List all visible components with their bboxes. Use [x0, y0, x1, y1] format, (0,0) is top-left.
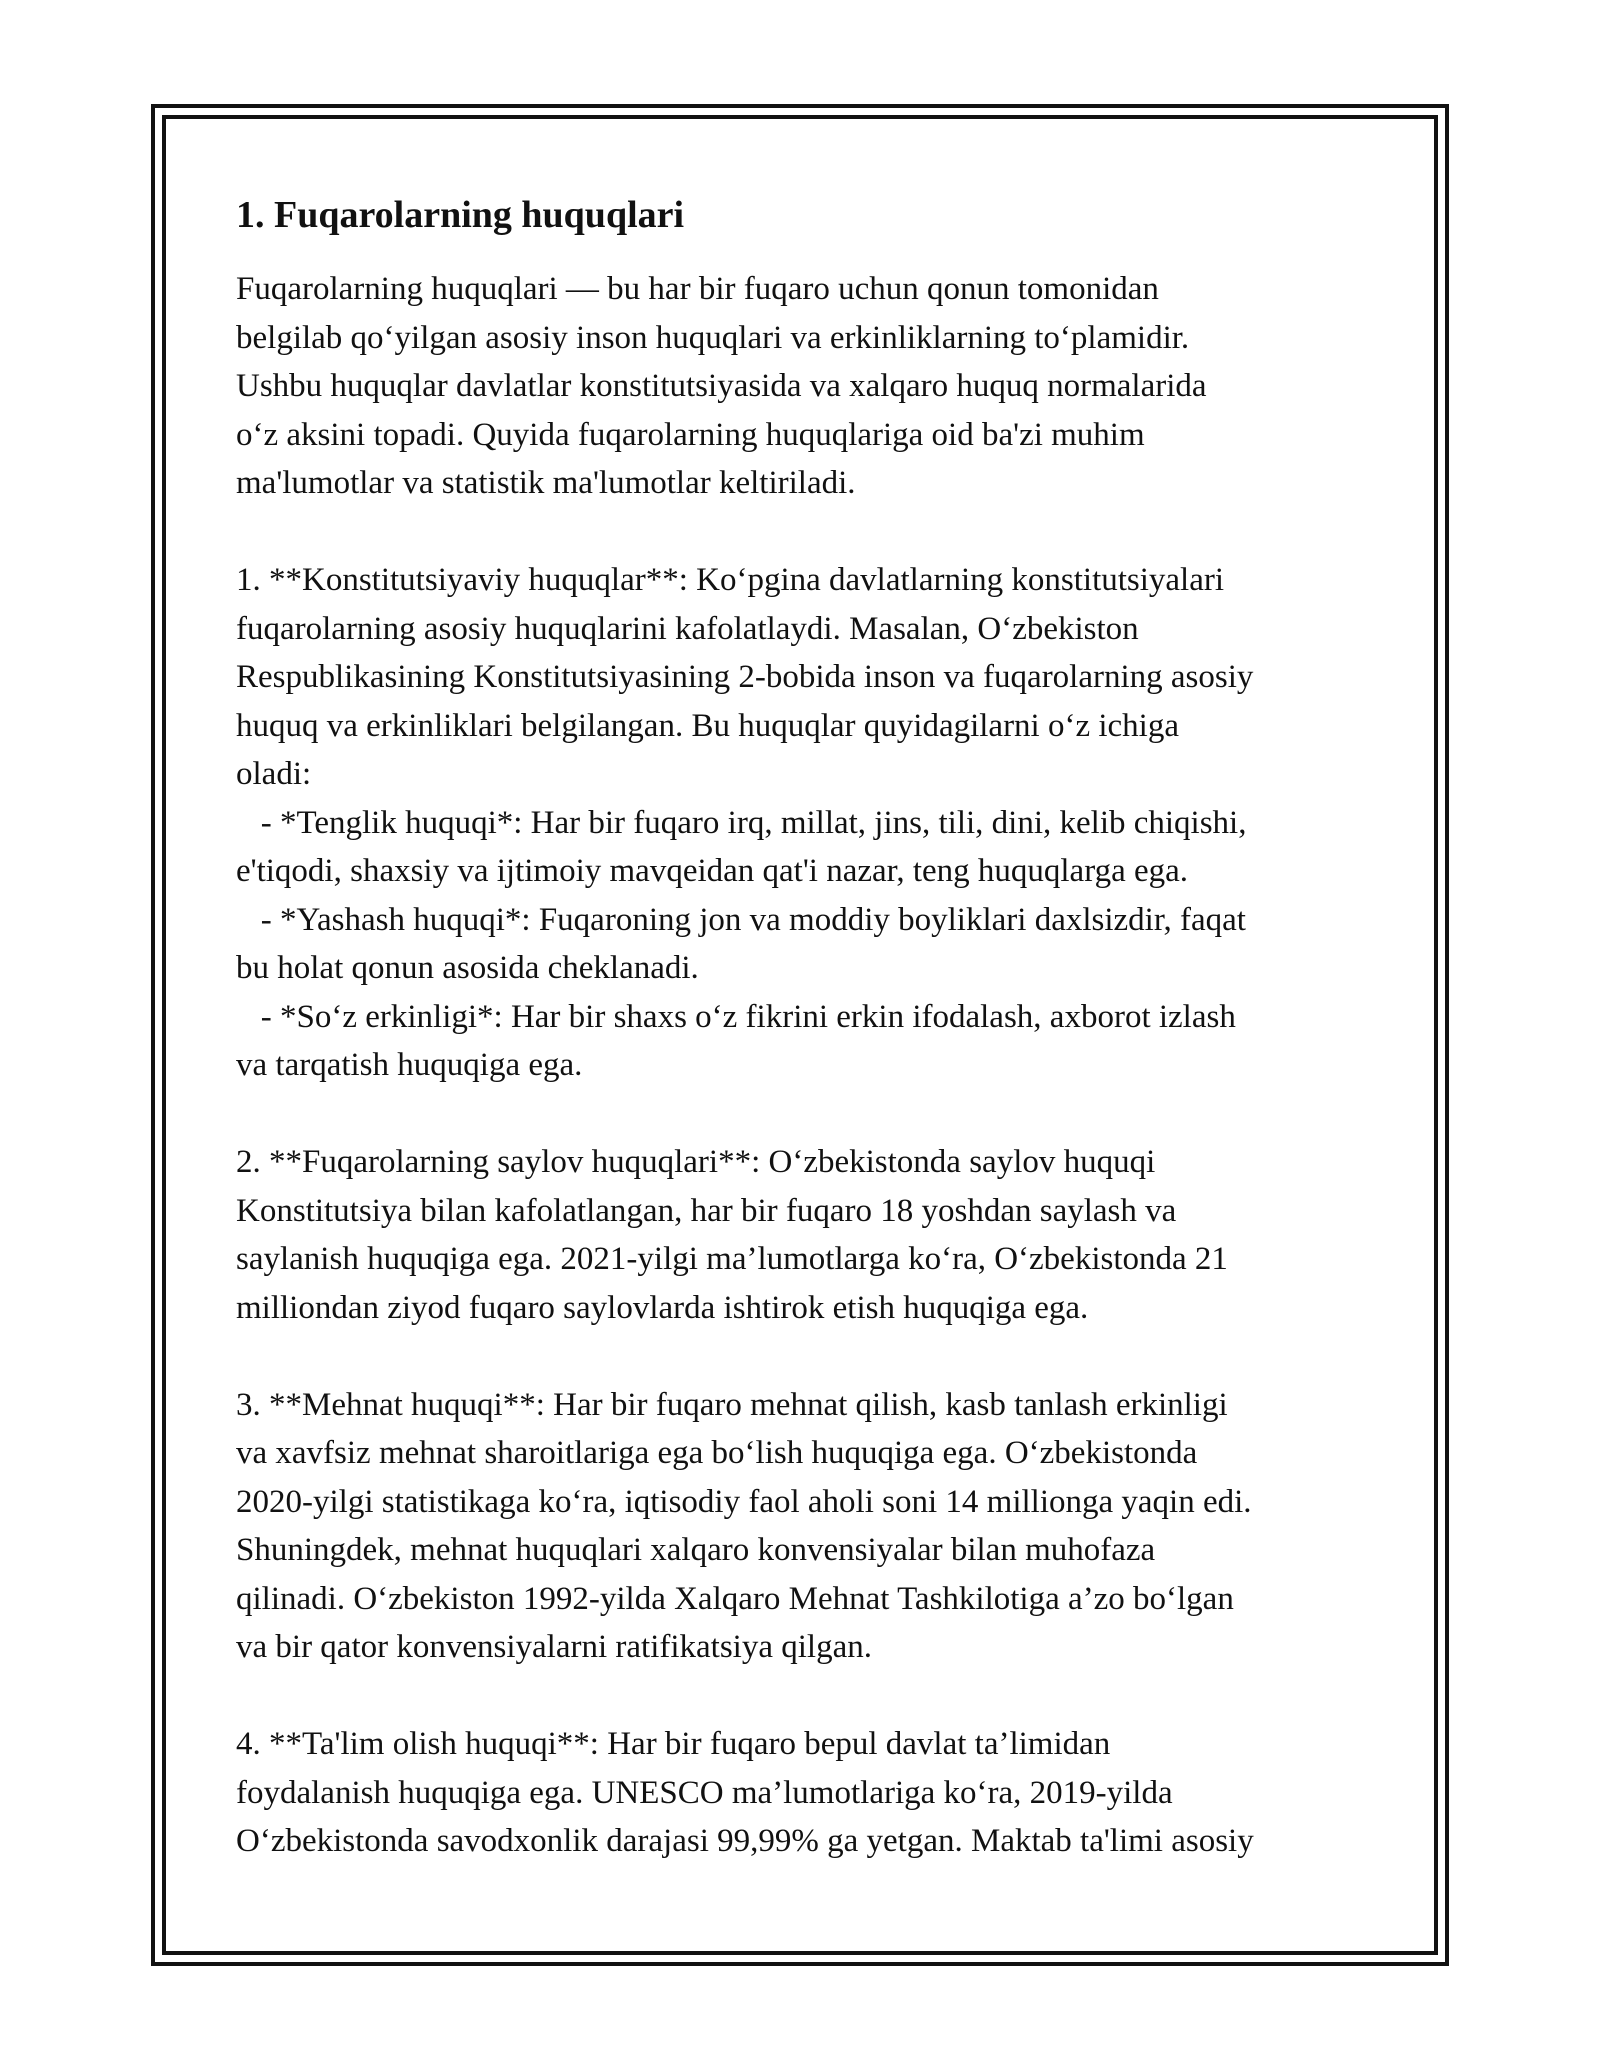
- text-line: - *So‘z erkinligi*: Har bir shaxs o‘z fikrini erkin ifodalash, axborot izlash: [236, 998, 1236, 1035]
- text-line: va bir qator konvensiyalarni ratifikatsiya qilgan.: [236, 1629, 872, 1665]
- text-line: milliondan ziyod fuqaro saylovlarda ishtirok etish huquqiga ega.: [236, 1289, 1089, 1326]
- document-body: [236, 185, 1376, 1866]
- paragraph-lines: [236, 265, 1376, 1866]
- text-line: - *Yashash huquqi*: Fuqaroning jon va moddiy boyliklari daxlsizdir, faqat: [236, 901, 1246, 938]
- text-line: o‘z aksini topadi. Quyida fuqarolarning huquqlariga oid ba'zi muhim: [236, 416, 1145, 453]
- text-line: bu holat qonun asosida cheklanadi.: [236, 950, 699, 986]
- text-line: Ushbu huquqlar davlatlar konstitutsiyasida va xalqaro huquq normalarida: [236, 368, 1207, 404]
- text-line: huquq va erkinliklari belgilangan. Bu huquqlar quyidagilarni o‘z ichiga: [236, 707, 1179, 744]
- text-line: oladi:: [236, 756, 312, 792]
- text-line: - *Tenglik huquqi*: Har bir fuqaro irq, millat, jins, tili, dini, kelib chiqishi,: [236, 804, 1247, 841]
- text-line: 4. **Ta'lim olish huquqi**: Har bir fuqaro bepul davlat ta’limidan: [236, 1726, 1111, 1762]
- paragraph-gap: [236, 508, 1376, 557]
- text-line: foydalanish huquqiga ega. UNESCO ma’lumotlariga ko‘ra, 2019-yilda: [236, 1774, 1173, 1811]
- text-line: 2020-yilgi statistikaga ko‘ra, iqtisodiy faol aholi soni 14 millionga yaqin edi.: [236, 1483, 1252, 1520]
- text-line: O‘zbekistonda savodxonlik darajasi 99,99% ga yetgan. Maktab ta'limi asosiy: [236, 1823, 1254, 1859]
- paragraph-gap: [236, 1332, 1376, 1381]
- text-line: qilinadi. O‘zbekiston 1992-yilda Xalqaro Mehnat Tashkilotiga a’zo bo‘lgan: [236, 1580, 1234, 1617]
- text-line: ma'lumotlar va statistik ma'lumotlar keltiriladi.: [236, 465, 856, 501]
- paragraph-gap: [236, 1672, 1376, 1721]
- text-line: Respublikasining Konstitutsiyasining 2-bobida inson va fuqarolarning asosiy: [236, 659, 1254, 695]
- text-line: fuqarolarning asosiy huquqlarini kafolatlaydi. Masalan, O‘zbekiston: [236, 610, 1139, 647]
- text-line: e'tiqodi, shaxsiy va ijtimoiy mavqeidan qat'i nazar, teng huquqlarga ega.: [236, 853, 1189, 889]
- text-line: 1. **Konstitutsiyaviy huquqlar**: Ko‘pgina davlatlarning konstitutsiyalari: [236, 562, 1225, 598]
- text-line: belgilab qo‘yilgan asosiy inson huquqlari va erkinliklarning to‘plamidir.: [236, 319, 1190, 356]
- text-line: va tarqatish huquqiga ega.: [236, 1047, 583, 1083]
- text-line: 2. **Fuqarolarning saylov huquqlari**: O‘zbekistonda saylov huquqi: [236, 1144, 1156, 1180]
- text-line: saylanish huquqiga ega. 2021-yilgi ma’lumotlarga ko‘ra, O‘zbekistonda 21: [236, 1241, 1228, 1277]
- text-line: Fuqarolarning huquqlari — bu har bir fuqaro uchun qonun tomonidan: [236, 271, 1159, 307]
- paragraph-gap: [236, 1090, 1376, 1139]
- text-line: Konstitutsiya bilan kafolatlangan, har bir fuqaro 18 yoshdan saylash va: [236, 1192, 1177, 1229]
- text-line: Shuningdek, mehnat huquqlari xalqaro konvensiyalar bilan muhofaza: [236, 1532, 1156, 1568]
- text-line: 3. **Mehnat huquqi**: Har bir fuqaro mehnat qilish, kasb tanlash erkinligi: [236, 1386, 1228, 1423]
- text-line: va xavfsiz mehnat sharoitlariga ega bo‘lish huquqiga ega. O‘zbekistonda: [236, 1435, 1198, 1471]
- section-heading: 1. Fuqarolarning huquqlari: [236, 194, 685, 236]
